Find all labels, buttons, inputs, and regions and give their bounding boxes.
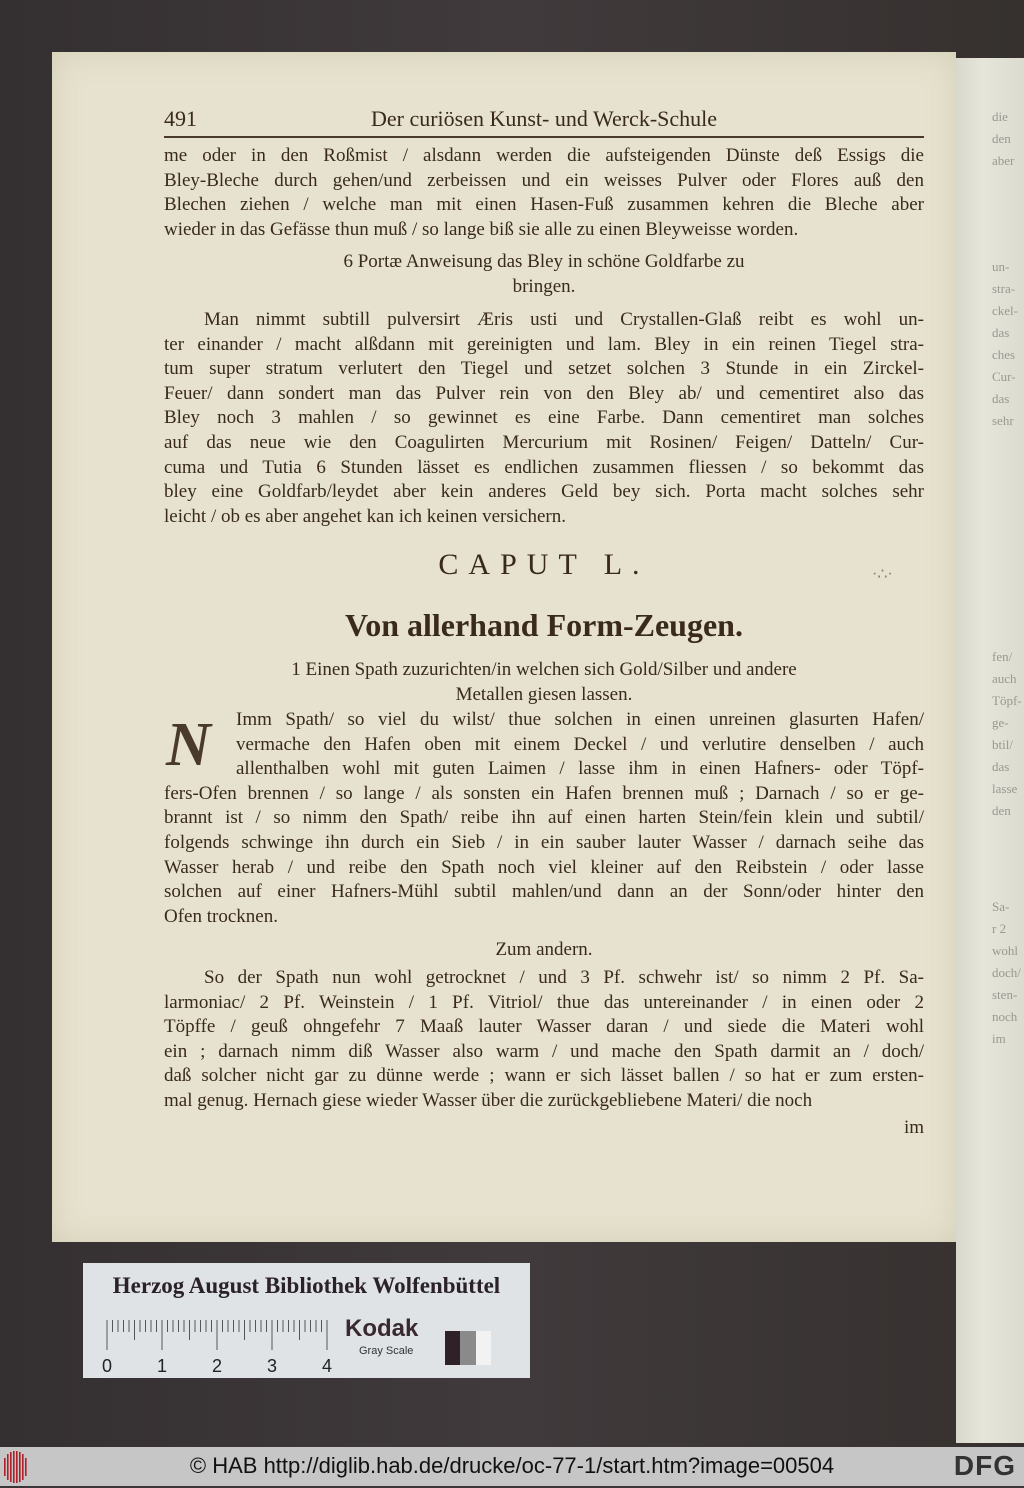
text-line: me oder in den Roßmist / alsdann werden die aufsteigenden Dünste deß Essigs die xyxy=(164,145,924,166)
show-through-text: Cur- xyxy=(992,369,1016,384)
ruler-label: 3 xyxy=(266,1356,278,1376)
section-heading-6 xyxy=(164,250,924,299)
text-line: fers-Ofen brennen / so lange / als sonsten ein Hafen brennen muß ; Darnach / so er ge- xyxy=(164,782,924,804)
show-through-text: das xyxy=(992,391,1010,406)
text-line: bringen. xyxy=(512,275,576,297)
show-through-text: ches xyxy=(992,347,1016,362)
chapter-number: CAPUT L. xyxy=(438,548,650,581)
show-through-text: ge- xyxy=(992,715,1009,730)
ruler-label: 1 xyxy=(156,1356,168,1376)
show-through-text: das xyxy=(992,759,1010,774)
logo-bar xyxy=(10,1452,12,1482)
copyright-url[interactable]: © HAB http://diglib.hab.de/drucke/oc-77-1/start.htm?image=00504 xyxy=(189,1453,835,1478)
text-line: 6 Portæ Anweisung das Bley in schöne Goldfarbe zu xyxy=(343,251,745,272)
text-line: daß solcher nicht gar zu dünne werde ; wann er sich lässet ballen / so hat er zum ersten- xyxy=(164,1065,924,1087)
library-name: Herzog August Bibliothek Wolfenbüttel xyxy=(112,1273,501,1298)
running-title: Der curiösen Kunst- und Werck-Schule xyxy=(370,106,718,131)
paragraph-spath xyxy=(164,708,924,929)
show-through-text: r 2 xyxy=(992,921,1007,936)
logo-bar xyxy=(25,1458,27,1476)
show-through-text: fen/ xyxy=(992,649,1013,664)
text-line: cuma und Tutia 6 Stunden lässet es endlichen zusammen fliessen / so bekommt das xyxy=(164,456,924,478)
text-line: vermache den Hafen oben mit einem Deckel / und verlutire denselben / auch xyxy=(236,733,924,755)
logo-bar xyxy=(16,1451,18,1483)
text-line: ter einander / macht alßdann mit gereinigten und lam. Bley in ein reinen Tiegel stra- xyxy=(164,333,924,355)
show-through-text: lasse xyxy=(992,781,1018,796)
show-through-text: die xyxy=(992,109,1008,124)
text-line: Bley-Bleche durch gehen/und zerbeissen und ein weisses Pulver oder Flores auß den xyxy=(164,169,924,191)
color-calibration-card xyxy=(83,1263,530,1378)
logo-bar xyxy=(19,1452,21,1482)
drop-cap: N xyxy=(166,711,211,779)
footer-bar xyxy=(0,1447,1024,1486)
show-through-text: aber xyxy=(992,153,1015,168)
ruler-label: 2 xyxy=(211,1356,223,1376)
show-through-text: un- xyxy=(992,259,1010,274)
ornament-mark: ·∴· xyxy=(872,566,893,583)
subheading xyxy=(164,938,924,963)
ruler-label: 0 xyxy=(101,1356,113,1376)
show-through-text: sehr xyxy=(992,413,1014,428)
text-line: ein ; darnach nimm diß Wasser also warm / und mache den Spath darmit an / doch/ xyxy=(164,1040,924,1062)
text-line: 1 Einen Spath zuzurichten/in welchen sich Gold/Silber und andere xyxy=(291,659,797,680)
text-line: Bley noch 3 mahlen / so gewinnet es eine Farbe. Dann cementiret man solches xyxy=(164,407,924,429)
show-through-text: ckel- xyxy=(992,303,1018,318)
show-through-text: noch xyxy=(992,1009,1018,1024)
text-line: Töpffe / geuß ohngefehr 7 Maaß lauter Wasser daran / und siede die Materi wohl xyxy=(164,1016,924,1038)
text-line: So der Spath nun wohl getrocknet / und 3 Pf. schwehr ist/ so nimm 2 Pf. Sa- xyxy=(204,967,924,988)
catchword: im xyxy=(903,1117,924,1138)
text-line: brannt ist / so nimm den Spath/ reibe ihn auf einen harten Stein/fein klein und subtil/ xyxy=(164,807,924,829)
catchword-row xyxy=(164,1116,924,1141)
text-line: Metallen giesen lassen. xyxy=(455,683,633,705)
gray-scale-label: Gray Scale xyxy=(359,1345,414,1357)
show-through-text: den xyxy=(992,131,1011,146)
book-page xyxy=(52,52,956,1242)
section-heading-1 xyxy=(164,658,924,707)
text-line: leicht / ob es aber angehet kan ich keinen versichern. xyxy=(164,505,566,527)
hab-logo-icon xyxy=(4,1451,30,1488)
show-through-text: den xyxy=(992,803,1011,818)
show-through-text: das xyxy=(992,325,1010,340)
show-through-text: auch xyxy=(992,671,1017,686)
text-line: Wasser herab / und reibe den Spath noch viel kleiner auf den Reibstein / oder lasse xyxy=(164,856,924,878)
show-through-text: Sa- xyxy=(992,899,1010,914)
gray-swatch xyxy=(476,1331,491,1365)
text-line: Man nimmt subtill pulversirt Æris usti und Crystallen-Glaß reibt es wohl un- xyxy=(204,309,924,330)
gray-swatch xyxy=(445,1331,460,1365)
paragraph-zum-andern xyxy=(164,966,924,1114)
running-header xyxy=(164,106,924,134)
show-through-text: im xyxy=(992,1031,1006,1046)
show-through-text: stra- xyxy=(992,281,1016,296)
text-line: Blechen ziehen / welche man mit einen Hasen-Fuß zusammen kehren die Bleche aber xyxy=(164,194,924,216)
text-line: Imm Spath/ so viel du wilst/ thue solchen in einen unreinen glasurten Hafen/ xyxy=(236,709,924,730)
logo-bar xyxy=(22,1454,24,1480)
gray-swatch xyxy=(460,1331,475,1365)
header-rule xyxy=(164,136,924,138)
text-line: tum super stratum verlutert den Tiegel und setzet solchen 3 Stunde in ein Zirckel- xyxy=(164,358,924,380)
show-through-text: wohl xyxy=(992,943,1018,958)
paragraph-porta xyxy=(164,308,924,529)
text-line: bley eine Goldfarb/leydet aber kein anderes Geld bey sich. Porta macht solches sehr xyxy=(164,481,924,503)
logo-bar xyxy=(4,1458,6,1476)
text-line: allenthalben wohl mit guten Laimen / lasse ihm in einen Hafners- oder Töpf- xyxy=(236,758,924,780)
text-line: Ofen trocknen. xyxy=(164,905,278,927)
chapter-title: Von allerhand Form-Zeugen. xyxy=(345,607,743,643)
text-line: wieder in das Gefässe thun muß / so lange biß sie alle zu einen Bleyweisse worden. xyxy=(164,218,799,240)
cm-ruler xyxy=(101,1318,337,1378)
show-through-text: doch/ xyxy=(992,965,1021,980)
logo-bar xyxy=(7,1454,9,1480)
show-through-text: Töpf- xyxy=(992,693,1022,708)
text-line: Feuer/ dann sondert man das Pulver rein von den Bley ab/ und cementiret also das xyxy=(164,382,924,404)
show-through-text: sten- xyxy=(992,987,1018,1002)
text-line: auf das neue wie den Coagulirten Mercurium mit Rosinen/ Feigen/ Datteln/ Cur- xyxy=(164,431,924,453)
subheading-text: Zum andern. xyxy=(495,939,593,960)
show-through-text: btil/ xyxy=(992,737,1013,752)
text-line: folgends schwinge ihn durch ein Sieb / in ein sauber lauter Wasser / darnach seihe das xyxy=(164,831,924,853)
kodak-brand: Kodak xyxy=(345,1315,419,1342)
paragraph-continued xyxy=(164,144,924,242)
gray-scale-swatches xyxy=(445,1331,491,1365)
page-number: 491 xyxy=(164,106,197,131)
text-line: solchen auf einer Hafners-Mühl subtil mahlen/und dann an der Sonn/oder hinter den xyxy=(164,881,924,903)
adjacent-page-edge xyxy=(956,58,1024,1443)
text-line: mal genug. Hernach giese wieder Wasser über die zurückgebliebene Materi/ die noch xyxy=(164,1089,813,1111)
ruler-label: 4 xyxy=(321,1356,333,1376)
logo-bar xyxy=(13,1451,15,1483)
text-line: larmoniac/ 2 Pf. Weinstein / 1 Pf. Vitriol/ thue das untereinander / in einen oder 2 xyxy=(164,991,924,1013)
dfg-logo: DFG xyxy=(953,1450,1016,1481)
